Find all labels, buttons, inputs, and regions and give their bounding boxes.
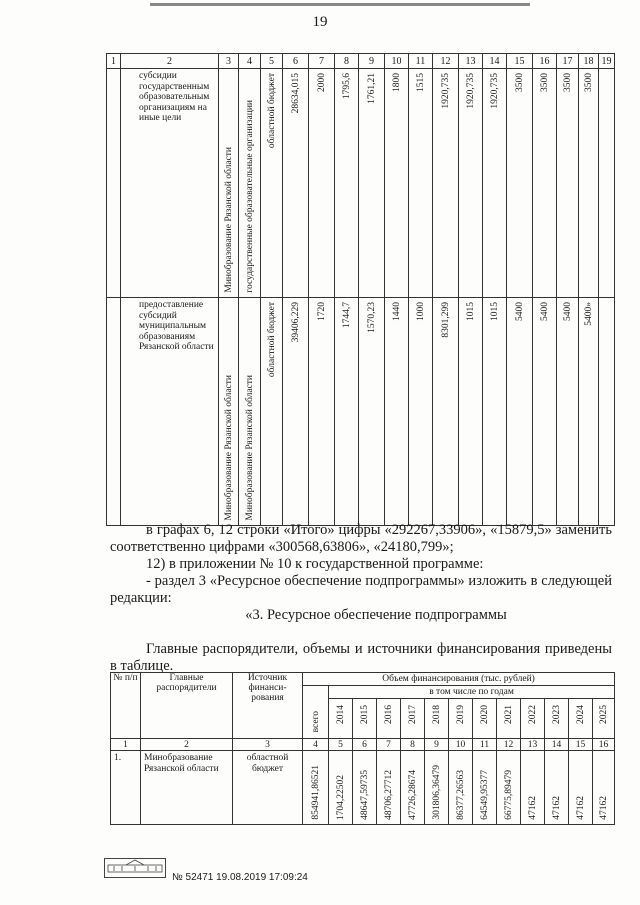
table1-header-row [107,54,615,69]
t2-value: 47162 [598,796,609,820]
table-subprogram-continuation [106,53,615,526]
para-section: - раздел 3 «Ресурсное обеспечение подпрограммы» изложить в следующей редакции: [110,573,612,606]
t1-cell [579,69,599,298]
t2-colnum: 15 [569,739,593,751]
t2-colnum: 6 [353,739,377,751]
t1-cell [557,69,579,298]
t2-value: 48706,27712 [383,770,394,820]
t2-h-volume: Объем финансирования (тыс. рублей) [303,673,615,686]
t2-colnum: 13 [521,739,545,751]
t1-cell [219,69,239,298]
t2-row-name: Минобразование Рязанской области [141,751,233,825]
t2-cell [545,699,569,739]
t1-h: 4 [239,54,261,69]
t1-value: 5400 [514,302,525,321]
t2-colnum: 11 [473,739,497,751]
table-row [107,69,615,298]
t1-value: 3500 [583,73,594,92]
t2-year: 2019 [455,705,466,724]
t2-year: 2021 [503,705,514,724]
t1-value: 3500 [514,73,525,92]
t1-value: 5400 [539,302,550,321]
t2-year: 2016 [383,705,394,724]
t1-h: 8 [335,54,359,69]
t2-colnum: 16 [593,739,615,751]
t1-c3: Минобразование Рязанской области [223,375,234,521]
t2-year: 2025 [598,705,609,724]
t2-value: 47162 [575,796,586,820]
t1-cell [335,298,359,526]
t1-h: 15 [507,54,533,69]
t1-cell [359,298,385,526]
t1-h: 6 [283,54,309,69]
t2-cell [303,686,329,739]
t2-cell [521,699,545,739]
t1-h: 16 [533,54,557,69]
building-icon [106,859,164,875]
t1-cell [409,298,433,526]
t1-value: 1920,735 [465,73,476,109]
t2-cell [377,751,401,825]
t1-cell [359,69,385,298]
t1-row-name: предоставление субсидий муниципальным образованиям Рязанской области [121,298,219,526]
t2-h-source: Источник финанси-рования [233,673,303,739]
t2-colnum-row [111,739,615,751]
t1-cell [459,298,483,526]
t1-value: 1000 [415,302,426,321]
registry-stamp-icon [104,858,166,878]
t2-h-main: Главные распорядители [141,673,233,739]
t2-colnum: 5 [329,739,353,751]
t2-cell [473,699,497,739]
t2-cell [569,751,593,825]
t2-year: 2015 [359,705,370,724]
t1-h: 10 [385,54,409,69]
t1-cell [557,298,579,526]
t2-cell [353,699,377,739]
t1-value: 1795,6 [341,73,352,100]
t1-h: 9 [359,54,385,69]
t1-cell [239,298,261,526]
t1-cell-empty [107,69,121,298]
t1-value: 1515 [415,73,426,92]
document-footer: № 52471 19.08.2019 17:09:24 [172,872,308,883]
t1-cell-empty [599,298,615,526]
t1-cell [261,69,283,298]
t1-cell [409,69,433,298]
t2-h-num: № п/п [111,673,141,739]
t1-cell [433,69,459,298]
t2-total: 854941,86521 [310,765,321,820]
t1-h: 12 [433,54,459,69]
t1-value: 2000 [316,73,327,92]
t2-value: 48647,59735 [359,770,370,820]
para-table-intro: Главные распорядители, объемы и источники финансирования приведены в таблице. [110,641,612,674]
t1-value: 1015 [489,302,500,321]
t2-value: 47162 [551,796,562,820]
t2-value: 301806,36479 [431,765,442,820]
t2-colnum: 7 [377,739,401,751]
t2-cell [353,751,377,825]
t2-year: 2014 [335,705,346,724]
t2-colnum: 3 [233,739,303,751]
t2-cell [449,751,473,825]
t1-h: 14 [483,54,507,69]
t2-h-total: всего [310,710,321,732]
t2-year: 2024 [575,705,586,724]
t1-h: 3 [219,54,239,69]
t1-value: 1015 [465,302,476,321]
t1-value: 1440 [391,302,402,321]
para-replace-figures: в графах 6, 12 строки «Итого» цифры «292267,33906», «15879,5» заменить соответственно цифрами «300568,63806», «24180,799»; [110,522,612,555]
t1-value: 1570,23 [366,302,377,333]
t1-cell [239,69,261,298]
t2-cell [569,699,593,739]
t1-cell-empty [599,69,615,298]
t1-value: 1920,735 [489,73,500,109]
t1-value: 1720 [316,302,327,321]
t2-cell [449,699,473,739]
t2-year: 2018 [431,705,442,724]
t2-h-years-caption: в том числе по годам [329,686,615,699]
t2-year: 2023 [551,705,562,724]
t2-header-row [111,673,615,686]
t1-h: 7 [309,54,335,69]
t1-h: 13 [459,54,483,69]
t1-value: 1761,21 [366,73,377,104]
t2-value: 64549,95377 [479,770,490,820]
t2-colnum: 14 [545,739,569,751]
t1-value: 1800 [391,73,402,92]
t2-colnum: 2 [141,739,233,751]
t1-value: 5400» [583,302,594,326]
t2-cell [401,751,425,825]
t2-colnum: 1 [111,739,141,751]
t1-cell [579,298,599,526]
t2-cell [473,751,497,825]
t1-cell [459,69,483,298]
t2-cell [425,751,449,825]
t2-cell [545,751,569,825]
t1-h: 5 [261,54,283,69]
t1-c4: Минобразование Рязанской области [244,375,255,521]
t2-value: 47726,28674 [407,770,418,820]
t1-cell [309,298,335,526]
para-appendix: 12) в приложении № 10 к государственной программе: [146,556,484,572]
page-number: 19 [312,14,328,30]
t2-colnum: 10 [449,739,473,751]
t1-value: 8301,299 [440,302,451,338]
t1-value: 28634,015 [290,73,301,114]
t2-colnum: 12 [497,739,521,751]
t1-cell-empty [107,298,121,526]
t2-colnum: 8 [401,739,425,751]
t2-cell [593,751,615,825]
t1-c5: областной бюджет [266,73,277,149]
t2-row-num: 1. [111,751,141,825]
t1-value: 1744,7 [341,302,352,329]
t1-h: 17 [557,54,579,69]
t1-value: 39406,229 [290,302,301,343]
t2-cell [401,699,425,739]
t2-colnum: 4 [303,739,329,751]
t2-colnum: 9 [425,739,449,751]
t2-cell [329,751,353,825]
t1-cell [283,298,309,526]
t1-row-name: субсидии государственным образовательным организациям на иные цели [121,69,219,298]
t1-cell [261,298,283,526]
t1-cell [309,69,335,298]
t2-year: 2022 [527,705,538,724]
t2-cell [497,699,521,739]
t2-cell [521,751,545,825]
t2-cell [497,751,521,825]
table-row [107,298,615,526]
t1-cell [433,298,459,526]
t1-cell [385,69,409,298]
text-block [110,522,612,675]
t1-cell [483,69,507,298]
t1-cell [533,298,557,526]
section-heading: «3. Ресурсное обеспечение подпрограммы [245,607,507,623]
scan-top-edge [150,3,530,6]
t2-value: 86377,26563 [455,770,466,820]
t2-year: 2017 [407,705,418,724]
t1-h: 11 [409,54,433,69]
t1-h: 1 [107,54,121,69]
t1-cell [507,298,533,526]
t2-row-source: областной бюджет [233,751,303,825]
t1-cell [283,69,309,298]
t1-c5: областной бюджет [266,302,277,378]
table-row [111,751,615,825]
t1-c4: государственные образовательные организации [244,100,255,293]
t2-value: 47162 [527,796,538,820]
t1-cell [483,298,507,526]
t2-cell [303,751,329,825]
t2-cell [593,699,615,739]
t1-cell [219,298,239,526]
t1-cell [385,298,409,526]
t2-value: 66775,89479 [503,770,514,820]
t1-cell [335,69,359,298]
t1-value: 5400 [562,302,573,321]
t2-cell [425,699,449,739]
t1-h: 19 [599,54,615,69]
t1-h: 18 [579,54,599,69]
t2-value: 1704,22502 [335,774,346,820]
t2-cell [329,699,353,739]
t1-cell [507,69,533,298]
t1-value: 1920,735 [440,73,451,109]
t1-h: 2 [121,54,219,69]
t1-value: 3500 [562,73,573,92]
t2-year: 2020 [479,705,490,724]
t2-cell [377,699,401,739]
t1-value: 3500 [539,73,550,92]
t1-c3: Минобразование Рязанской области [223,147,234,293]
table-financing [110,672,615,825]
t1-cell [533,69,557,298]
